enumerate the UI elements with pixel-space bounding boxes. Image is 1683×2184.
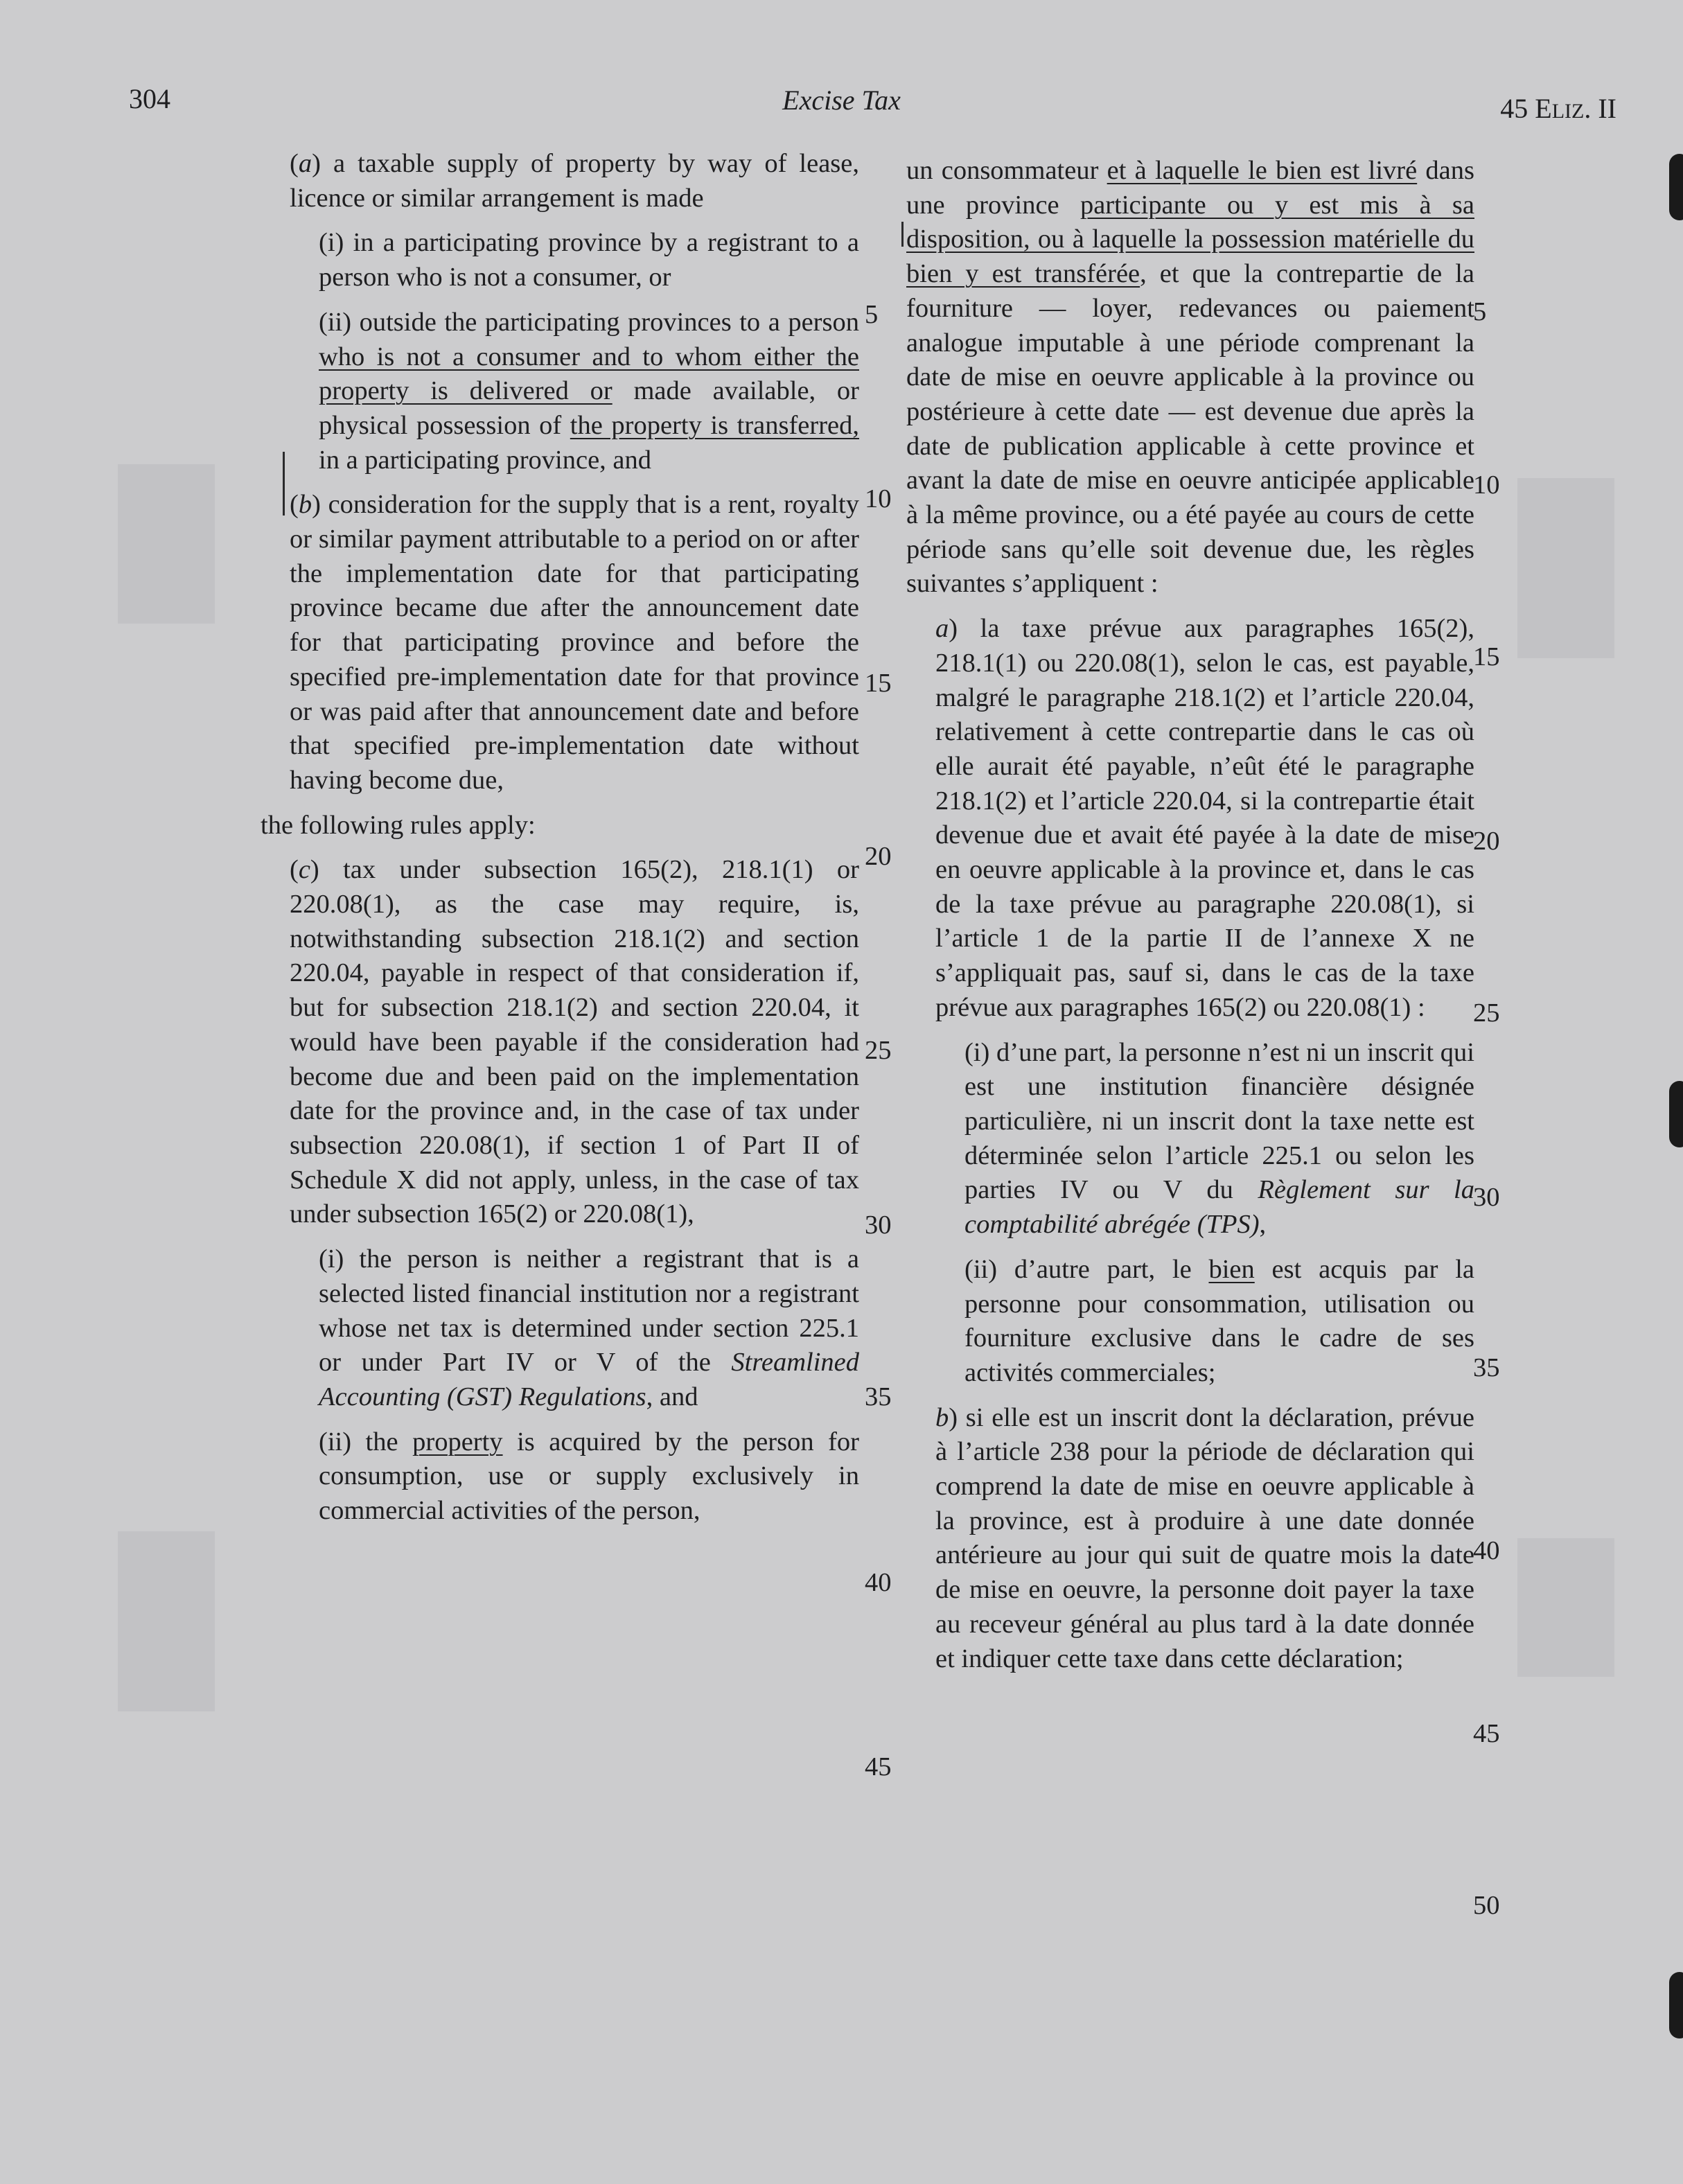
line-number: 30 xyxy=(1473,1183,1500,1212)
subpara-a-i-fr xyxy=(906,1036,1474,1242)
para-b-label: b xyxy=(298,490,312,520)
underlined-amendment: who is not a consumer and to whom either the property is delivered or xyxy=(319,342,859,406)
regnal-smallcaps: LIZ xyxy=(1551,100,1585,123)
subpara-c-ii-en xyxy=(290,1425,859,1529)
line-number: 50 xyxy=(1473,1891,1500,1920)
para-c-en: (c) tax under subsection 165(2), 218.1(1) or 220.08(1), as the case may require, is, notwithstanding subsection 218.1(2) and section 220.04, payable in respect of that consideration if, but for subsection 218.1(2) and section 220.04, it would have been payable if the consideration had become due and been paid on the implementation date for the province and, in the case of tax under subsection 220.08(1), if section 1 of Part II of Schedule X did not apply, unless, in the case of tax under subsection 165(2) or 220.08(1), xyxy=(290,855,859,1229)
line-number: 5 xyxy=(1473,297,1487,326)
running-title: Excise Tax xyxy=(782,85,901,116)
line-number: 30 xyxy=(865,1210,892,1240)
line-number: 45 xyxy=(1473,1719,1500,1748)
bleed-through-note xyxy=(1517,1538,1614,1677)
text-run: (ii) the xyxy=(319,1427,413,1456)
subpara-a-ii-fr xyxy=(906,1253,1474,1391)
subpara-a-i-en: (i) in a participating province by a registrant to a person who is not a consumer, or xyxy=(319,228,859,292)
line-number: 25 xyxy=(1473,998,1500,1028)
revision-bar xyxy=(283,452,285,516)
para-b-label: b xyxy=(935,1402,949,1432)
rules-apply-en: the following rules apply: xyxy=(261,810,536,840)
text-run: (i) d’une part, la personne n’est ni un inscrit qui est une institution financière désignée particulière, ni un inscrit dont la taxe nette est déterminée selon l’article 225.1 ou selon les parties IV ou V du xyxy=(964,1037,1474,1205)
regulation-title: Streamlined Accounting (GST) Regulations xyxy=(319,1348,859,1411)
text-run: made available, or physical possession of xyxy=(319,376,860,440)
bleed-through-note xyxy=(118,1531,215,1711)
line-number: 40 xyxy=(1473,1536,1500,1565)
text-run: , et que la contrepartie de la fourniture — loyer, redevances ou paiement analogue imputable à une période comprenant la date de mise en oeuvre applicable à la province ou postérieure à cette date — est devenue due après la date de publication applicable à cette province et avant la date de mise en oeuvre anticipée applicable à la même province, ou a été payée au cours de cette période sans qu’elle soit devenue due, les règles suivantes s’appliquent : xyxy=(906,259,1474,599)
para-c-label: c xyxy=(298,855,310,885)
para-a-en: (a) a taxable supply of property by way of lease, licence or similar arrangement is made xyxy=(290,149,859,213)
underlined-amendment: participante ou y est mis à sa disposition, ou à laquelle la possession matérielle du bien y est transférée xyxy=(906,190,1474,289)
para-c-text: tax under subsection 165(2), 218.1(1) or 220.08(1), as the case may require, is, notwithstanding subsection 218.1(2) and section 220.04, payable in respect of that consideration if, but for subsection 218.1(2) and section 220.04, it would have been payable if the consideration had become due and been paid on the implementation date for the province and, in the case of tax under subsection 220.08(1), if section 1 of Part II of Schedule X did not apply, unless, in the case of tax under subsection 165(2) or 220.08(1), xyxy=(290,855,859,1229)
text-run: dans une province xyxy=(906,156,1474,220)
line-number: 20 xyxy=(865,842,892,871)
para-b-text: ) si elle est un inscrit dont la déclaration, prévue à l’article 238 pour la période de déclaration qui comprend la date de mise en oeuvre applicable à la province, est à produire à une date donnée antérieure au jour qui suit de quatre mois la date de mise en oeuvre, la personne doit payer la taxe au receveur général au plus tard à la date donnée et indiquer cette taxe dans cette déclaration; xyxy=(935,1402,1474,1673)
english-column xyxy=(261,147,860,1529)
underlined-amendment: bien xyxy=(1208,1254,1255,1284)
para-a-label: a xyxy=(935,614,949,644)
para-a-text: a taxable supply of property by way of lease, licence or similar arrangement is made xyxy=(290,149,859,213)
para-b-en: (b) consideration for the supply that is a rent, royalty or similar payment attributable to a period on or after the implementation date for that participating province became due after the announcement date for that participating province and before the specified pre-implementation date for that province or was paid after that announcement date and before that specified pre-implementation date without having become due, xyxy=(290,490,859,795)
line-number: 5 xyxy=(865,300,879,329)
line-number: 15 xyxy=(865,669,892,698)
subpara-a-ii-en xyxy=(290,306,859,478)
regnal-prefix: 45 E xyxy=(1500,93,1552,124)
line-number: 20 xyxy=(1473,827,1500,856)
subpara-c-i-en xyxy=(290,1242,859,1415)
bleed-through-note xyxy=(1517,478,1614,658)
underlined-amendment: the property is transferred, xyxy=(570,410,859,440)
french-column xyxy=(906,154,1474,1676)
bleed-through-note xyxy=(118,464,215,624)
para-b-fr xyxy=(935,1401,1474,1677)
text-run: is acquired by the person for consumption, use or supply exclusively in commercial activities of the person, xyxy=(319,1427,859,1526)
binder-hole xyxy=(1669,1972,1683,2038)
binder-hole xyxy=(1669,1081,1683,1147)
text-run: in a participating province, and xyxy=(319,445,652,475)
underlined-amendment: et à laquelle le bien est livré xyxy=(1107,156,1418,185)
line-number: 35 xyxy=(865,1382,892,1411)
underlined-amendment: property xyxy=(412,1427,503,1456)
line-number: 10 xyxy=(1473,470,1500,500)
regnal-year xyxy=(1500,91,1616,129)
para-a-fr xyxy=(935,612,1474,1025)
regnal-suffix: . II xyxy=(1584,93,1616,124)
text-run: (i) the person is neither a registrant that is a selected listed financial institution nor a registrant whose net tax is determined under section 225.1 or under Part IV or V of the xyxy=(319,1244,859,1377)
text-run: un consommateur xyxy=(906,156,1107,185)
text-run: (ii) d’autre part, le xyxy=(964,1254,1209,1284)
intro-fr xyxy=(906,154,1474,601)
regulation-title: Règlement sur la comptabilité abrégée (TPS) xyxy=(964,1175,1474,1240)
para-a-text: ) la taxe prévue aux paragraphes 165(2), 218.1(1) ou 220.08(1), selon le cas, est payable, malgré le paragraphe 218.1(2) et l’article 220.04, relativement à cette contrepartie dans le cas où elle aurait été payable, n’eût été le paragraphe 218.1(2) et l’article 220.04, si la contrepartie était devenue due et avait été payée à la date de mise en oeuvre applicable à la province et, dans le cas de la taxe prévue au paragraphe 220.08(1), si l’article 1 de la partie II de l’annexe X ne s’appliquait pas, sauf si, dans le cas de la taxe prévue aux paragraphes 165(2) ou 220.08(1) : xyxy=(935,614,1474,1022)
line-number: 10 xyxy=(865,484,892,513)
page-number: 304 xyxy=(129,83,170,114)
para-a-label: a xyxy=(298,149,312,178)
line-number: 40 xyxy=(865,1568,892,1597)
text-run: est acquis par la personne pour consommation, utilisation ou fourniture exclusive dans le cadre de ses activités commerciales; xyxy=(964,1254,1474,1387)
line-number: 15 xyxy=(1473,642,1500,671)
text-run: (ii) outside the participating provinces to a person xyxy=(319,307,859,337)
text-run: , and xyxy=(646,1382,698,1411)
binder-hole xyxy=(1669,154,1683,220)
para-b-text: consideration for the supply that is a rent, royalty or similar payment attributable to a period on or after the implementation date for that participating province became due after the announcement date for that participating province and before the specified pre-implementation date for that province or was paid after that announcement date and before that specified pre-implementation date without having become due, xyxy=(290,490,859,795)
text-run: , xyxy=(1259,1210,1267,1240)
line-number: 35 xyxy=(1473,1353,1500,1382)
line-number: 45 xyxy=(865,1752,892,1781)
line-number: 25 xyxy=(865,1036,892,1065)
revision-bar xyxy=(901,222,904,247)
